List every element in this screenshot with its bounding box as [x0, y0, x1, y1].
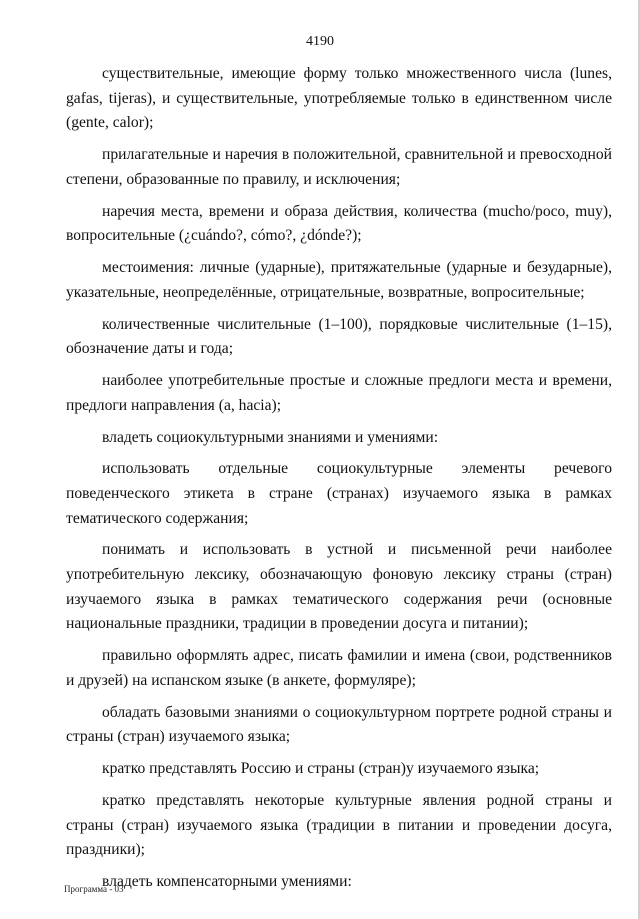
paragraph: правильно оформлять адрес, писать фамилии и имена (свои, родственников и друзей) на испанском языке (в анкете, формуляре);: [66, 647, 612, 689]
paragraph: местоимения: личные (ударные), притяжательные (ударные и безударные), указательные, неопределённые, отрицательные, возвратные, вопросительные;: [66, 259, 612, 301]
document-body: [66, 62, 612, 902]
paragraph: понимать и использовать в устной и письменной речи наиболее употребительную лексику, обозначающую фоновую лексику страны (стран) изучаемого языка в рамках тематического содержания речи (основные национальные праздники, традиции в проведении досуга и питании);: [66, 541, 612, 633]
paragraph: существительные, имеющие форму только множественного числа (lunes, gafas, tijeras), и существительные, употребляемые только в единственном числе (gente, calor);: [66, 65, 612, 132]
paragraph: кратко представлять некоторые культурные явления родной страны и страны (стран) изучаемого языка (традиции в питании и проведении досуга, праздники);: [66, 792, 612, 859]
paragraph: наречия места, времени и образа действия, количества (mucho/poco, muy), вопросительные (¿cuándo?, cómo?, ¿dónde?);: [66, 202, 612, 245]
paragraph: количественные числительные (1–100), порядковые числительные (1–15), обозначение даты и года;: [66, 315, 612, 358]
paragraph: прилагательные и наречия в положительной, сравнительной и превосходной степени, образованные по правилу, и исключения;: [66, 146, 612, 188]
page-number: 4190: [306, 34, 334, 49]
paragraph: обладать базовыми знаниями о социокультурном портрете родной страны и страны (стран) изучаемого языка;: [66, 703, 612, 746]
footer-label: Программа - 03: [64, 884, 124, 894]
paragraph: владеть компенсаторными умениями:: [102, 873, 352, 891]
paragraph: наиболее употребительные простые и сложные предлоги места и времени, предлоги направления (a, hacia);: [66, 372, 612, 414]
paragraph: владеть социокультурными знаниями и умениями:: [102, 428, 439, 446]
paragraph: кратко представлять Россию и страны (стран)у изучаемого языка;: [102, 760, 540, 778]
paragraph: использовать отдельные социокультурные элементы речевого поведенческого этикета в стране (странах) изучаемого языка в рамках тематического содержания;: [66, 460, 612, 527]
